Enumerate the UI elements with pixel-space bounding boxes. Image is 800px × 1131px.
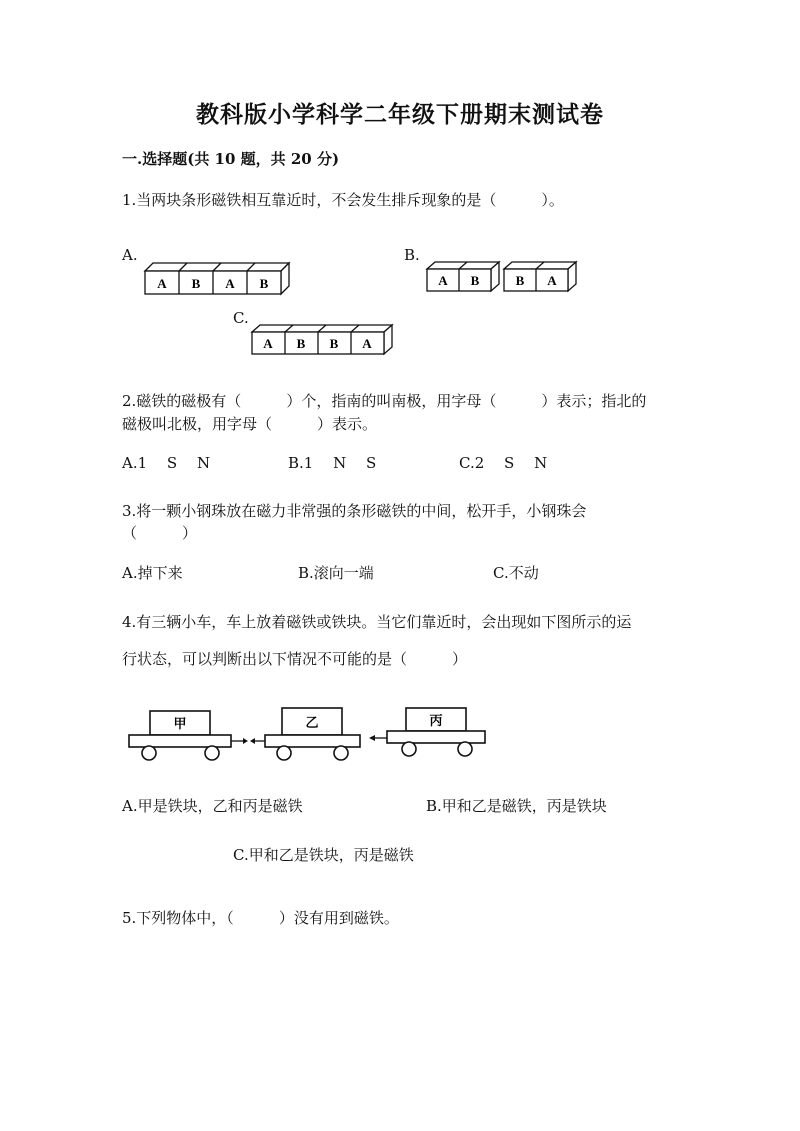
question-4-stem-line2: 行状态，可以判断出以下情况不可能的是（ ） — [122, 650, 468, 668]
pole-label: B — [259, 276, 269, 291]
q2-option-c: C.2 S N — [459, 454, 548, 472]
section-heading: 一.选择题(共 10 题，共 20 分) — [122, 150, 340, 168]
cart-bing — [387, 708, 485, 756]
q3-option-b: B.滚向一端 — [298, 564, 374, 582]
question-1-stem: 1.当两块条形磁铁相互靠近时，不会发生排斥现象的是（ ）。 — [122, 191, 564, 209]
q3-option-c: C.不动 — [493, 564, 539, 582]
question-3-stem-line1: 3.将一颗小钢珠放在磁力非常强的条形磁铁的中间，松开手，小钢珠会 — [122, 502, 587, 520]
arrows-jia-yi — [231, 738, 265, 744]
pole-label: A — [157, 276, 167, 291]
question-4-stem-line1: 4.有三辆小车，车上放着磁铁或铁块。当它们靠近时，会出现如下图所示的运 — [122, 613, 632, 631]
cart-label: 甲 — [173, 716, 187, 731]
question-2-stem-line1: 2.磁铁的磁极有（ ）个，指南的叫南极，用字母（ ）表示；指北的 — [122, 392, 647, 410]
pole-label: A — [547, 273, 557, 288]
pole-label: B — [329, 336, 339, 351]
q2-option-a: A.1 S N — [122, 454, 211, 472]
pole-label: A — [362, 336, 372, 351]
pole-label: B — [296, 336, 306, 351]
cart-label: 乙 — [305, 715, 319, 730]
q3-option-a: A.掉下来 — [122, 564, 183, 582]
q2-option-b: B.1 N S — [288, 454, 377, 472]
q1-magnet-figure-b — [422, 259, 582, 297]
arrow-yi-bing — [369, 735, 387, 741]
q4-carts-figure — [125, 700, 495, 770]
cart-jia — [129, 711, 231, 760]
pole-label: B — [191, 276, 201, 291]
pole-label: B — [470, 273, 480, 288]
pole-label: B — [515, 273, 525, 288]
q1-magnet-figure-a — [140, 260, 295, 300]
q4-option-b: B.甲和乙是磁铁，丙是铁块 — [426, 797, 607, 815]
q1-option-b-label: B. — [404, 246, 420, 264]
q1-option-c-label: C. — [233, 309, 249, 327]
q4-option-c: C.甲和乙是铁块，丙是磁铁 — [233, 846, 414, 864]
q1-option-a-label: A. — [122, 246, 138, 264]
question-5-stem: 5.下列物体中，（ ）没有用到磁铁。 — [122, 909, 399, 927]
pole-label: A — [225, 276, 235, 291]
cart-yi — [265, 708, 360, 760]
cart-label: 丙 — [429, 713, 443, 728]
page-title: 教科版小学科学二年级下册期末测试卷 — [196, 101, 604, 128]
pole-label: A — [263, 336, 273, 351]
pole-label: A — [438, 273, 448, 288]
q1-magnet-figure-c — [247, 322, 397, 360]
question-3-stem-line2: （ ） — [122, 524, 198, 542]
q4-option-a: A.甲是铁块，乙和丙是磁铁 — [122, 797, 303, 815]
question-2-stem-line2: 磁极叫北极，用字母（ ）表示。 — [122, 415, 378, 433]
